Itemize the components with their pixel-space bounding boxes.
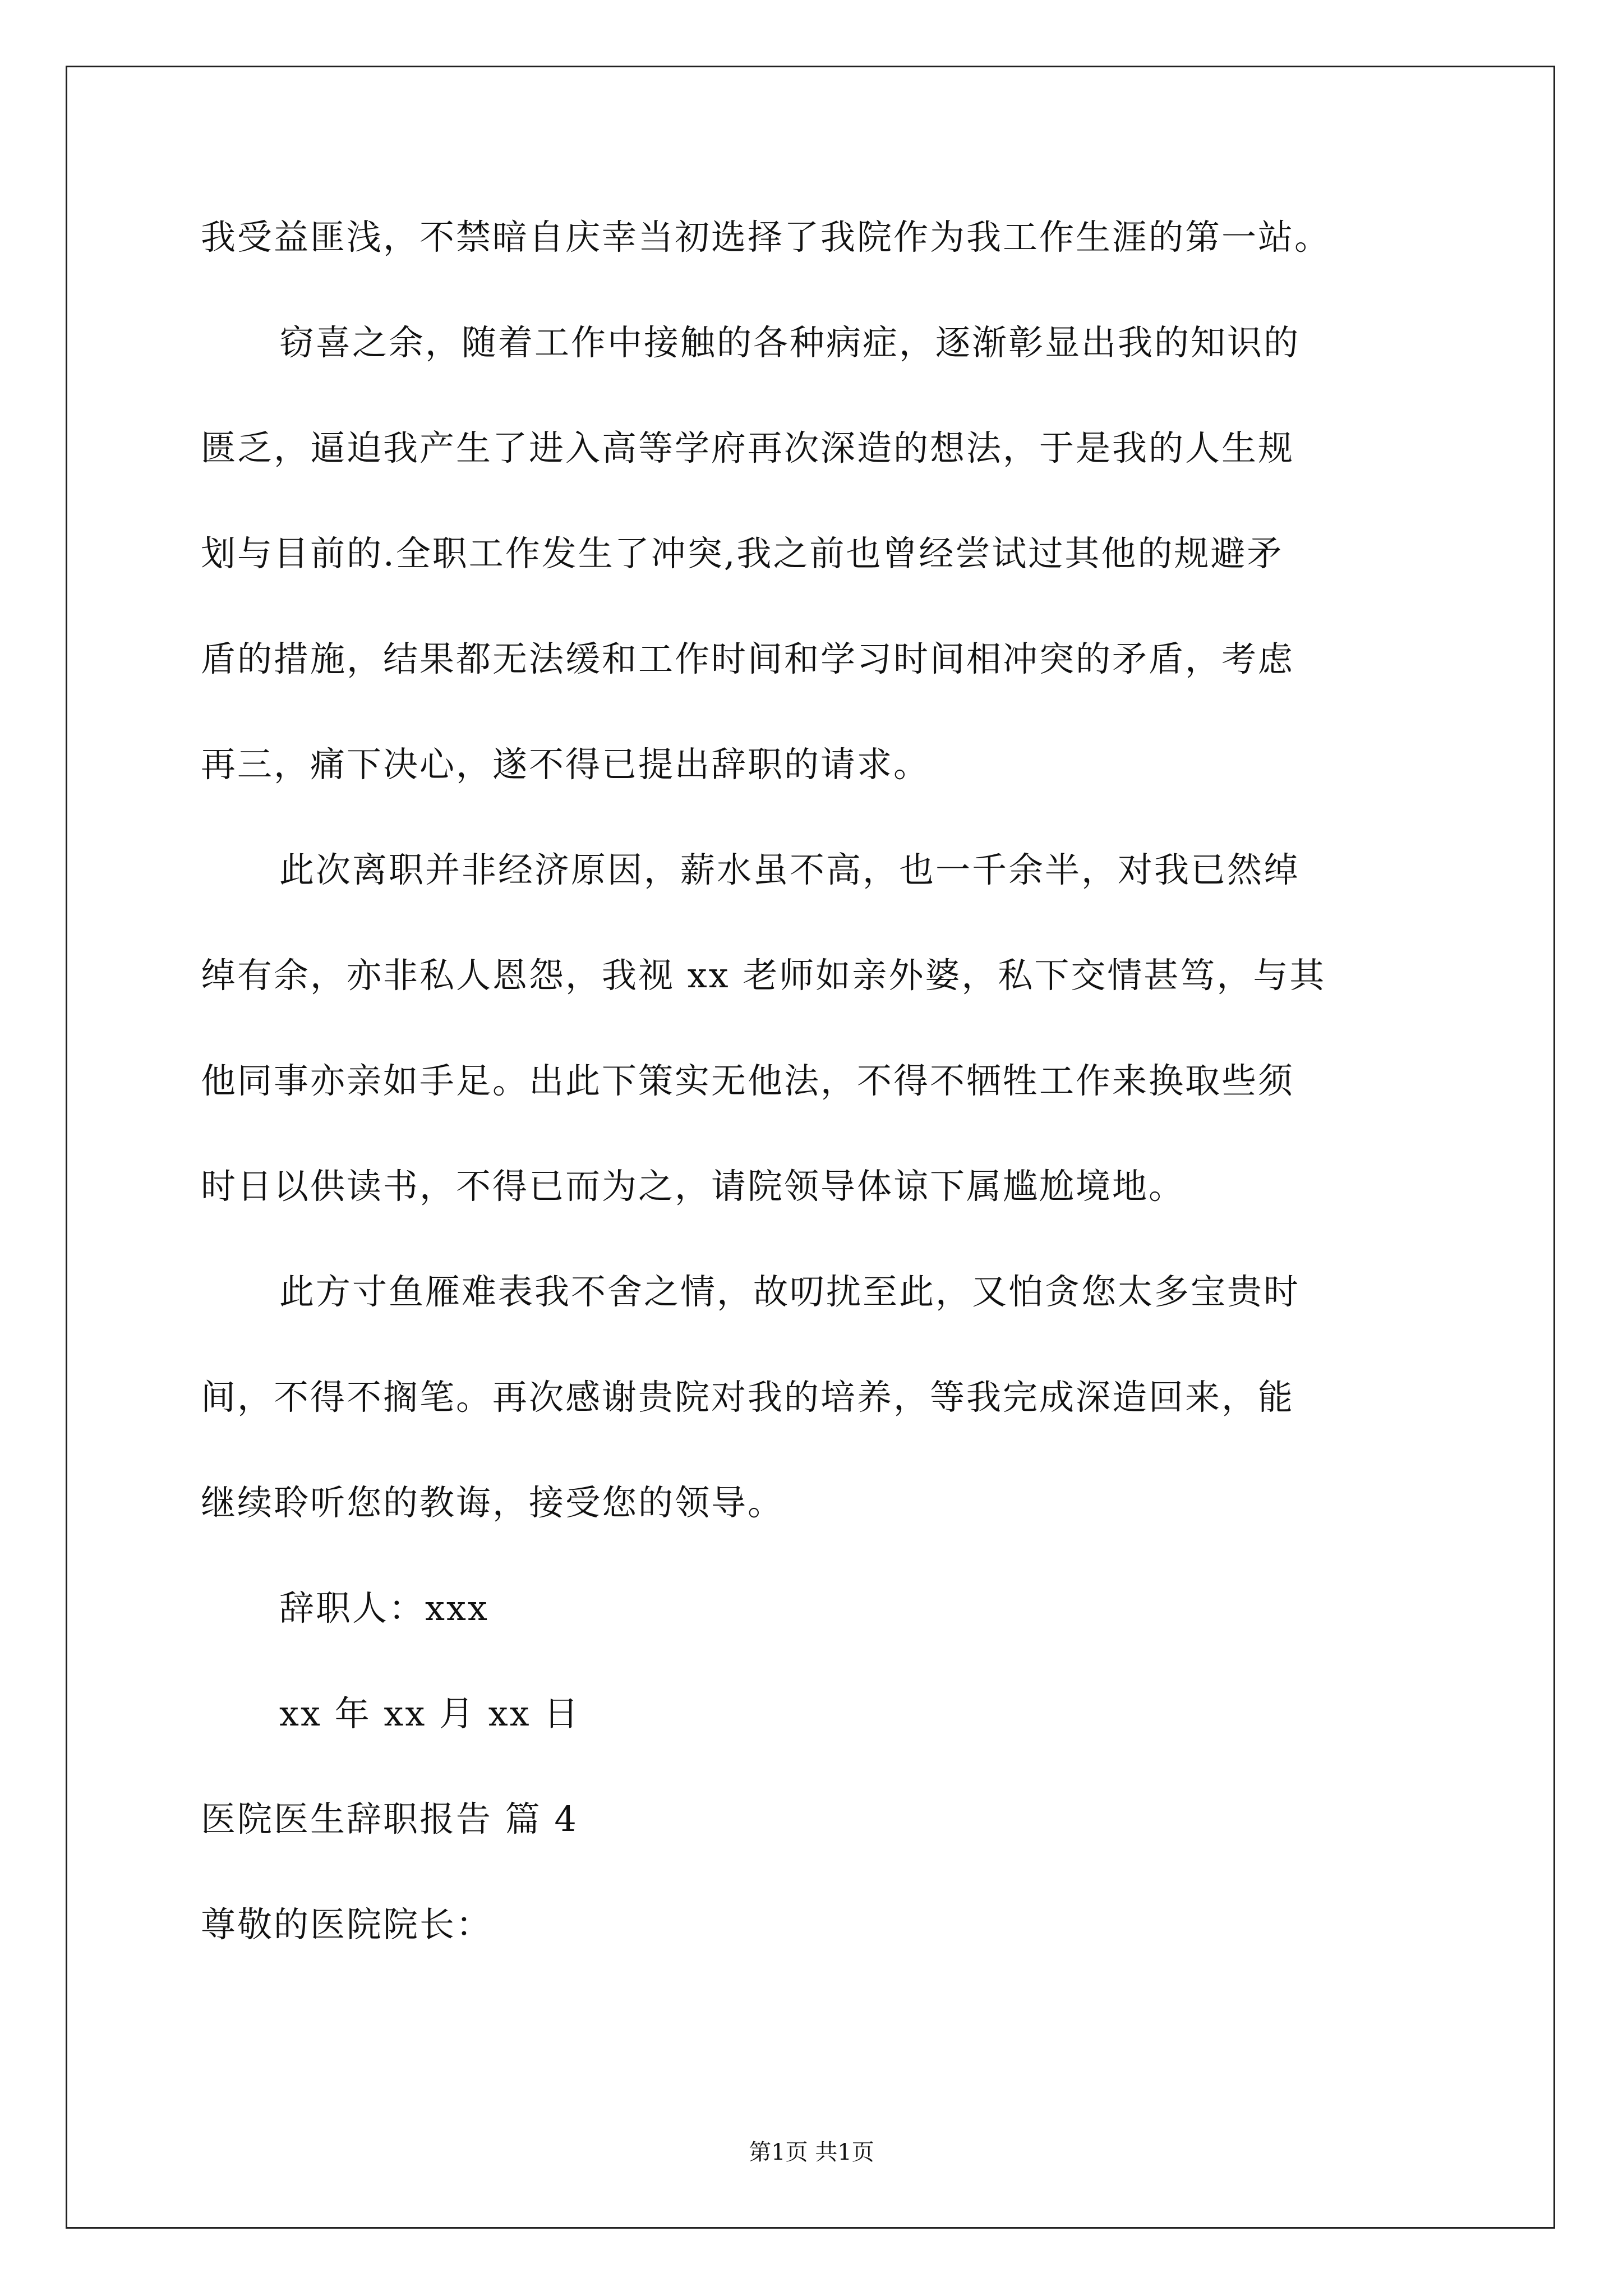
text-line: 窃喜之余，随着工作中接触的各种病症，逐渐彰显出我的知识的 (279, 322, 1301, 363)
document-body (201, 217, 1421, 2013)
text-line: 再三，痛下决心，遂不得已提出辞职的请求。 (201, 744, 930, 785)
salutation-line: 尊敬的医院院长： (201, 1904, 493, 1945)
date-line: xx 年 xx 月 xx 日 (279, 1693, 580, 1734)
page-footer: 第1页 共1页 (749, 2139, 874, 2165)
text-line: 匮乏，逼迫我产生了进入高等学府再次深造的想法，于是我的人生规 (201, 427, 1295, 468)
text-line: 间，不得不搁笔。再次感谢贵院对我的培养，等我完成深造回来，能 (201, 1377, 1295, 1418)
text-line: 此方寸鱼雁难表我不舍之情，故叨扰至此，又怕贪您太多宝贵时 (279, 1271, 1301, 1312)
text-line: 盾的措施，结果都无法缓和工作时间和学习时间相冲突的矛盾，考虑 (201, 638, 1295, 679)
text-line: 此次离职并非经济原因，薪水虽不高，也一千余半，对我已然绰 (279, 849, 1301, 890)
section-heading: 医院医生辞职报告 篇 4 (201, 1798, 578, 1839)
text-line: 他同事亦亲如手足。出此下策实无他法，不得不牺牲工作来换取些须 (201, 1060, 1295, 1101)
text-line: 我受益匪浅，不禁暗自庆幸当初选择了我院作为我工作生涯的第一站。 (201, 217, 1331, 257)
text-line: 时日以供读书，不得已而为之，请院领导体谅下属尴尬境地。 (201, 1166, 1186, 1207)
text-line: 划与目前的.全职工作发生了冲突,我之前也曾经尝试过其他的规避矛 (201, 533, 1284, 574)
text-line: 绰有余，亦非私人恩怨，我视 xx 老师如亲外婆，私下交情甚笃，与其 (201, 955, 1326, 996)
signature-line: 辞职人：xxx (279, 1588, 489, 1628)
text-line: 继续聆听您的教诲，接受您的领导。 (201, 1482, 785, 1523)
